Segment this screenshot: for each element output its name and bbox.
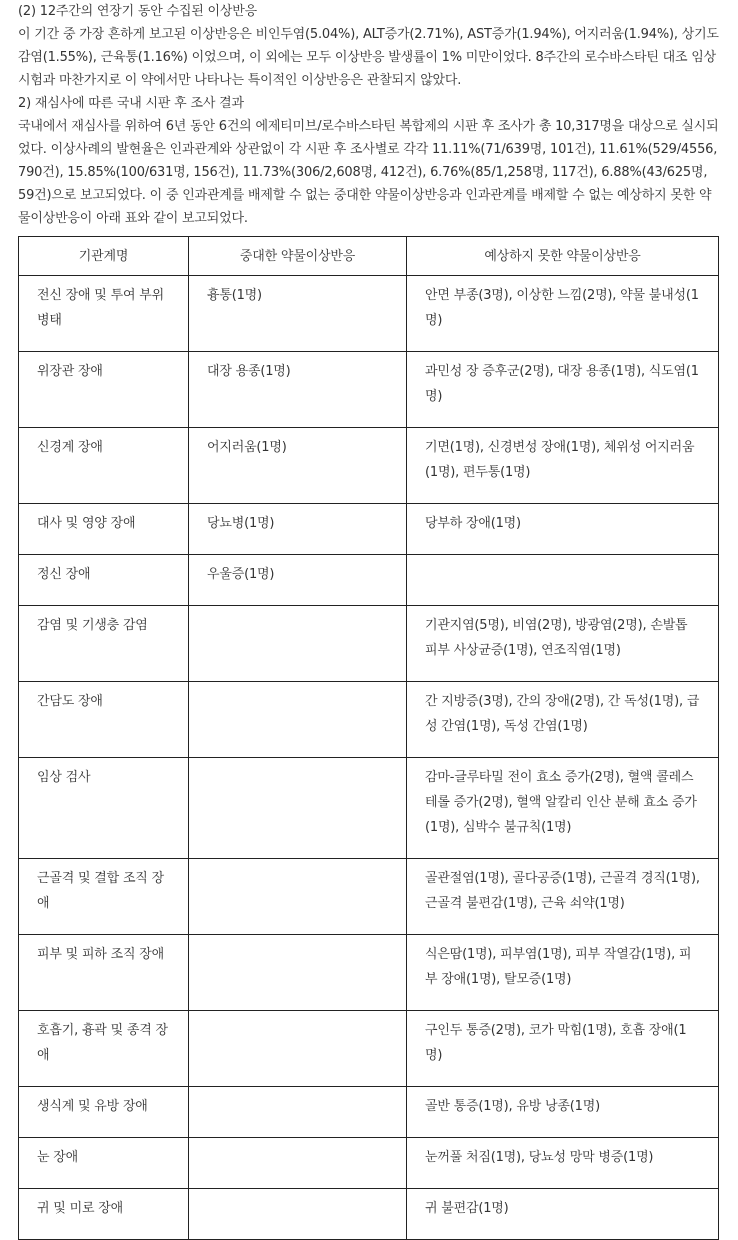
cell-serious: 우울증(1명)	[189, 555, 407, 606]
cell-serious	[189, 758, 407, 859]
section2-body: 국내에서 재심사를 위하여 6년 동안 6건의 에제티미브/로수바스타틴 복합제의 시판 후 조사가 총 10,317명을 대상으로 실시되었다. 이상사례의 발현율은 인과관계와 상관없이 각 시판 후 조사별로 각각 11.11%(71/639명, 101건), 11.61%(529/4556, 790건), 15.85%(100/631명, 156건), 11.73%(306/2,608명, 412건), 6.76%(85/1,258명, 117건), 6.88%(43/625명, 59건)으로 보고되었다. 이 중 인과관계를 배제할 수 없는 중대한 약물이상반응과 인과관계를 배제할 수 없는 예상하지 못한 약물이상반응이 아래 표와 같이 보고되었다.	[18, 119, 719, 226]
table-row	[19, 859, 719, 935]
table-row	[19, 1087, 719, 1138]
cell-unexpected	[407, 555, 719, 606]
header-serious: 중대한 약물이상반응	[189, 237, 407, 276]
cell-unexpected: 기관지염(5명), 비염(2명), 방광염(2명), 손발톱 피부 사상균증(1명), 연조직염(1명)	[407, 606, 719, 682]
cell-unexpected: 구인두 통증(2명), 코가 막힘(1명), 호흡 장애(1명)	[407, 1011, 719, 1087]
cell-organ: 생식계 및 유방 장애	[19, 1087, 189, 1138]
cell-organ: 임상 검사	[19, 758, 189, 859]
table-row	[19, 682, 719, 758]
header-organ: 기관계명	[19, 237, 189, 276]
cell-serious	[189, 1189, 407, 1240]
cell-organ: 피부 및 피하 조직 장애	[19, 935, 189, 1011]
cell-serious: 대장 용종(1명)	[189, 352, 407, 428]
cell-organ: 호흡기, 흉곽 및 종격 장애	[19, 1011, 189, 1087]
cell-unexpected: 골반 통증(1명), 유방 낭종(1명)	[407, 1087, 719, 1138]
cell-unexpected: 귀 불편감(1명)	[407, 1189, 719, 1240]
cell-unexpected: 간 지방증(3명), 간의 장애(2명), 간 독성(1명), 급성 간염(1명), 독성 간염(1명)	[407, 682, 719, 758]
cell-serious	[189, 606, 407, 682]
header-unexpected: 예상하지 못한 약물이상반응	[407, 237, 719, 276]
cell-serious	[189, 935, 407, 1011]
table-row	[19, 758, 719, 859]
cell-unexpected: 기면(1명), 신경변성 장애(1명), 체위성 어지러움(1명), 편두통(1명)	[407, 428, 719, 504]
cell-organ: 신경계 장애	[19, 428, 189, 504]
section1-heading: (2) 12주간의 연장기 동안 수집된 이상반응	[18, 4, 257, 19]
table-row	[19, 276, 719, 352]
cell-organ: 눈 장애	[19, 1138, 189, 1189]
cell-serious	[189, 1011, 407, 1087]
cell-organ: 정신 장애	[19, 555, 189, 606]
cell-organ: 위장관 장애	[19, 352, 189, 428]
adverse-reaction-table	[18, 236, 719, 1240]
intro-section	[18, 0, 720, 230]
cell-serious	[189, 1138, 407, 1189]
table-row	[19, 1138, 719, 1189]
cell-organ: 귀 및 미로 장애	[19, 1189, 189, 1240]
table-row	[19, 935, 719, 1011]
cell-serious: 흉통(1명)	[189, 276, 407, 352]
section2-heading: 2) 재심사에 따른 국내 시판 후 조사 결과	[18, 96, 244, 111]
table-row	[19, 1189, 719, 1240]
cell-organ: 감염 및 기생충 감염	[19, 606, 189, 682]
cell-unexpected: 골관절염(1명), 골다공증(1명), 근골격 경직(1명), 근골격 불편감(1명), 근육 쇠약(1명)	[407, 859, 719, 935]
cell-serious	[189, 1087, 407, 1138]
cell-unexpected: 당부하 장애(1명)	[407, 504, 719, 555]
table-row	[19, 504, 719, 555]
table-row	[19, 1011, 719, 1087]
table-header-row	[19, 237, 719, 276]
cell-unexpected: 감마-글루타밀 전이 효소 증가(2명), 혈액 콜레스테롤 증가(2명), 혈액 알칼리 인산 분해 효소 증가(1명), 심박수 불규칙(1명)	[407, 758, 719, 859]
cell-serious	[189, 859, 407, 935]
cell-unexpected: 눈꺼풀 처짐(1명), 당뇨성 망막 병증(1명)	[407, 1138, 719, 1189]
cell-unexpected: 식은땀(1명), 피부염(1명), 피부 작열감(1명), 피부 장애(1명), 탈모증(1명)	[407, 935, 719, 1011]
cell-organ: 근골격 및 결합 조직 장애	[19, 859, 189, 935]
cell-serious	[189, 682, 407, 758]
table-row	[19, 606, 719, 682]
cell-serious: 어지러움(1명)	[189, 428, 407, 504]
section1-body: 이 기간 중 가장 흔하게 보고된 이상반응은 비인두염(5.04%), ALT증가(2.71%), AST증가(1.94%), 어지러움(1.94%), 상기도감염(1.55%), 근육통(1.16%) 이었으며, 이 외에는 모두 이상반응 발생률이 1% 미만이었다. 8주간의 로수바스타틴 대조 임상시험과 마찬가지로 이 약에서만 나타나는 특이적인 이상반응은 관찰되지 않았다.	[18, 27, 719, 88]
cell-organ: 대사 및 영양 장애	[19, 504, 189, 555]
table-row	[19, 428, 719, 504]
cell-organ: 전신 장애 및 투여 부위 병태	[19, 276, 189, 352]
cell-serious: 당뇨병(1명)	[189, 504, 407, 555]
table-row	[19, 555, 719, 606]
table-row	[19, 352, 719, 428]
cell-organ: 간담도 장애	[19, 682, 189, 758]
cell-unexpected: 안면 부종(3명), 이상한 느낌(2명), 약물 불내성(1명)	[407, 276, 719, 352]
cell-unexpected: 과민성 장 증후군(2명), 대장 용종(1명), 식도염(1명)	[407, 352, 719, 428]
